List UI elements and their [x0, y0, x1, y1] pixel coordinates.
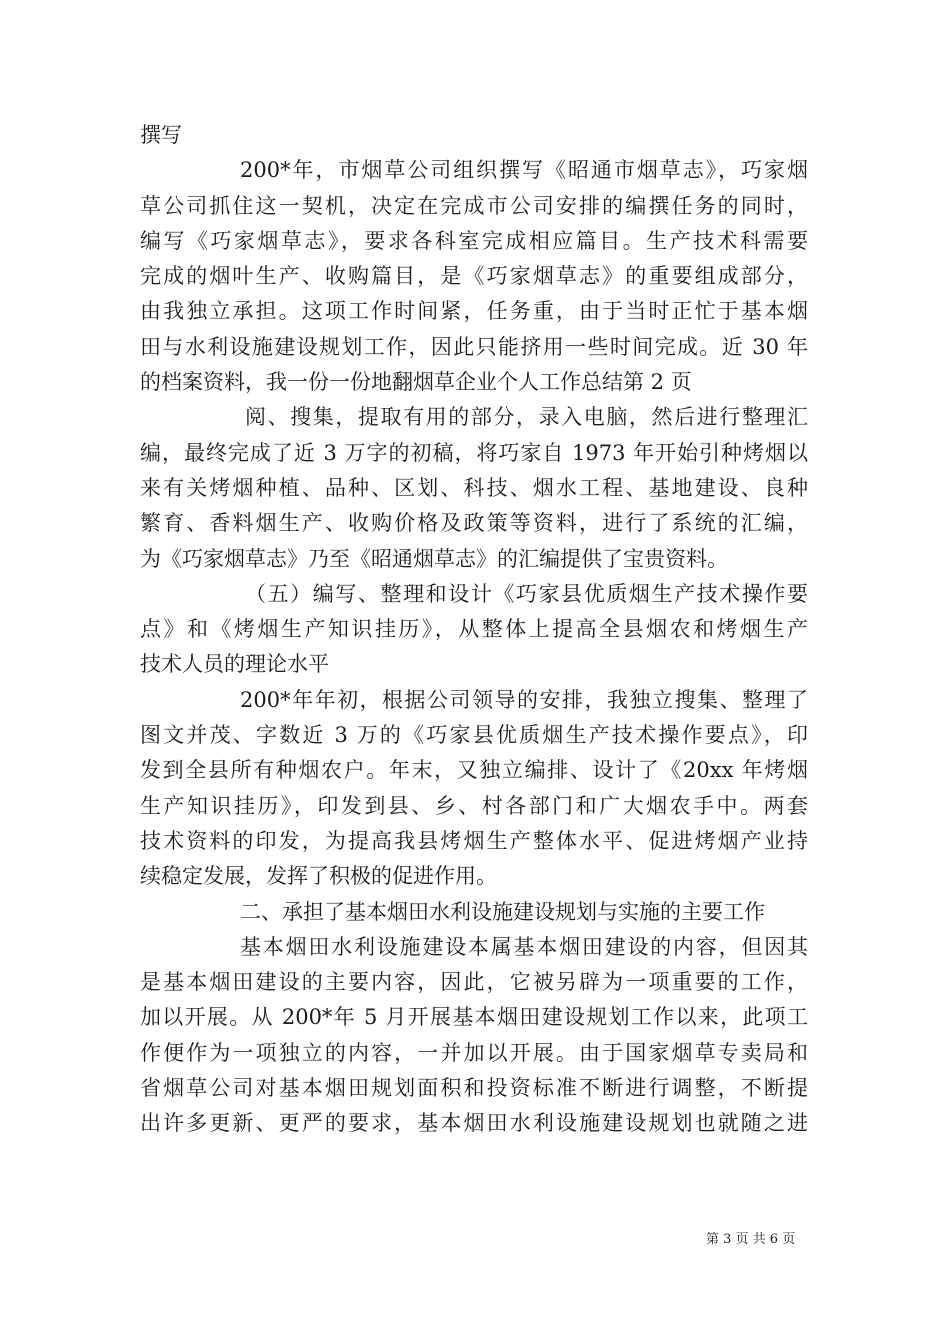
text-line: 的档案资料，我一份一份地翻烟草企业个人工作总结第 2 页: [140, 370, 692, 395]
text-line: 生产知识挂历》，印发到县、乡、村各部门和广大烟农手中。两套: [140, 793, 808, 818]
text-line: 撰写: [140, 123, 182, 147]
body-text: [140, 118, 808, 1142]
text-line: 加以开展。从 200*年 5 月开展基本烟田建设规划工作以来，此项工: [140, 1005, 808, 1030]
text-line: 为《巧家烟草志》乃至《昭通烟草志》的汇编提供了宝贵资料。: [140, 546, 728, 571]
text-line: 发到全县所有种烟农户。年末，又独立编排、设计了《20xx 年烤烟: [140, 758, 808, 783]
text-line: 来有关烤烟种植、品种、区划、科技、烟水工程、基地建设、良种: [140, 475, 808, 500]
text-line: 出许多更新、更严的要求，基本烟田水利设施建设规划也就随之进: [140, 1111, 808, 1136]
text-line: 200*年年初，根据公司领导的安排，我独立搜集、整理了: [240, 687, 808, 712]
text-line: 草公司抓住这一契机，决定在完成市公司安排的编撰任务的同时，: [140, 193, 808, 218]
text-line: 繁育、香料烟生产、收购价格及政策等资料，进行了系统的汇编，: [140, 511, 808, 536]
text-line: 技术资料的印发，为提高我县烤烟生产整体水平、促进烤烟产业持: [140, 828, 808, 853]
text-line: 作便作为一项独立的内容，一并加以开展。由于国家烟草专卖局和: [140, 1040, 808, 1065]
text-line: 图文并茂、字数近 3 万的《巧家县优质烟生产技术操作要点》，印: [140, 723, 808, 748]
text-line: 阅、搜集，提取有用的部分，录入电脑，然后进行整理汇: [245, 405, 808, 430]
section-heading: 二、承担了基本烟田水利设施建设规划与实施的主要工作: [240, 899, 765, 924]
page-number: 第 3 页 共 6 页: [706, 1232, 796, 1247]
section-heading-line: 技术人员的理论水平: [140, 652, 329, 677]
text-line: 编写《巧家烟草志》，要求各科室完成相应篇目。生产技术科需要: [140, 228, 808, 253]
section-heading-line: （五）编写、整理和设计《巧家县优质烟生产技术操作要: [245, 581, 808, 606]
text-line: 是基本烟田建设的主要内容，因此，它被另辟为一项重要的工作，: [140, 970, 808, 995]
text-line: 省烟草公司对基本烟田规划面积和投资标准不断进行调整，不断提: [140, 1076, 808, 1101]
text-line: 基本烟田水利设施建设本属基本烟田建设的内容，但因其: [240, 934, 808, 959]
text-line: 田与水利设施建设规划工作，因此只能挤用一些时间完成。近 30 年: [140, 334, 808, 359]
section-heading-line: 点》和《烤烟生产知识挂历》，从整体上提高全县烟农和烤烟生产: [140, 617, 808, 642]
text-line: 编，最终完成了近 3 万字的初稿，将巧家自 1973 年开始引种烤烟以: [140, 440, 808, 465]
text-line: 续稳定发展，发挥了积极的促进作用。: [140, 864, 497, 889]
text-line: 完成的烟叶生产、收购篇目，是《巧家烟草志》的重要组成部分，: [140, 264, 808, 289]
text-line: 由我独立承担。这项工作时间紧，任务重，由于当时正忙于基本烟: [140, 299, 808, 324]
text-line: 200*年，市烟草公司组织撰写《昭通市烟草志》，巧家烟: [240, 158, 808, 183]
